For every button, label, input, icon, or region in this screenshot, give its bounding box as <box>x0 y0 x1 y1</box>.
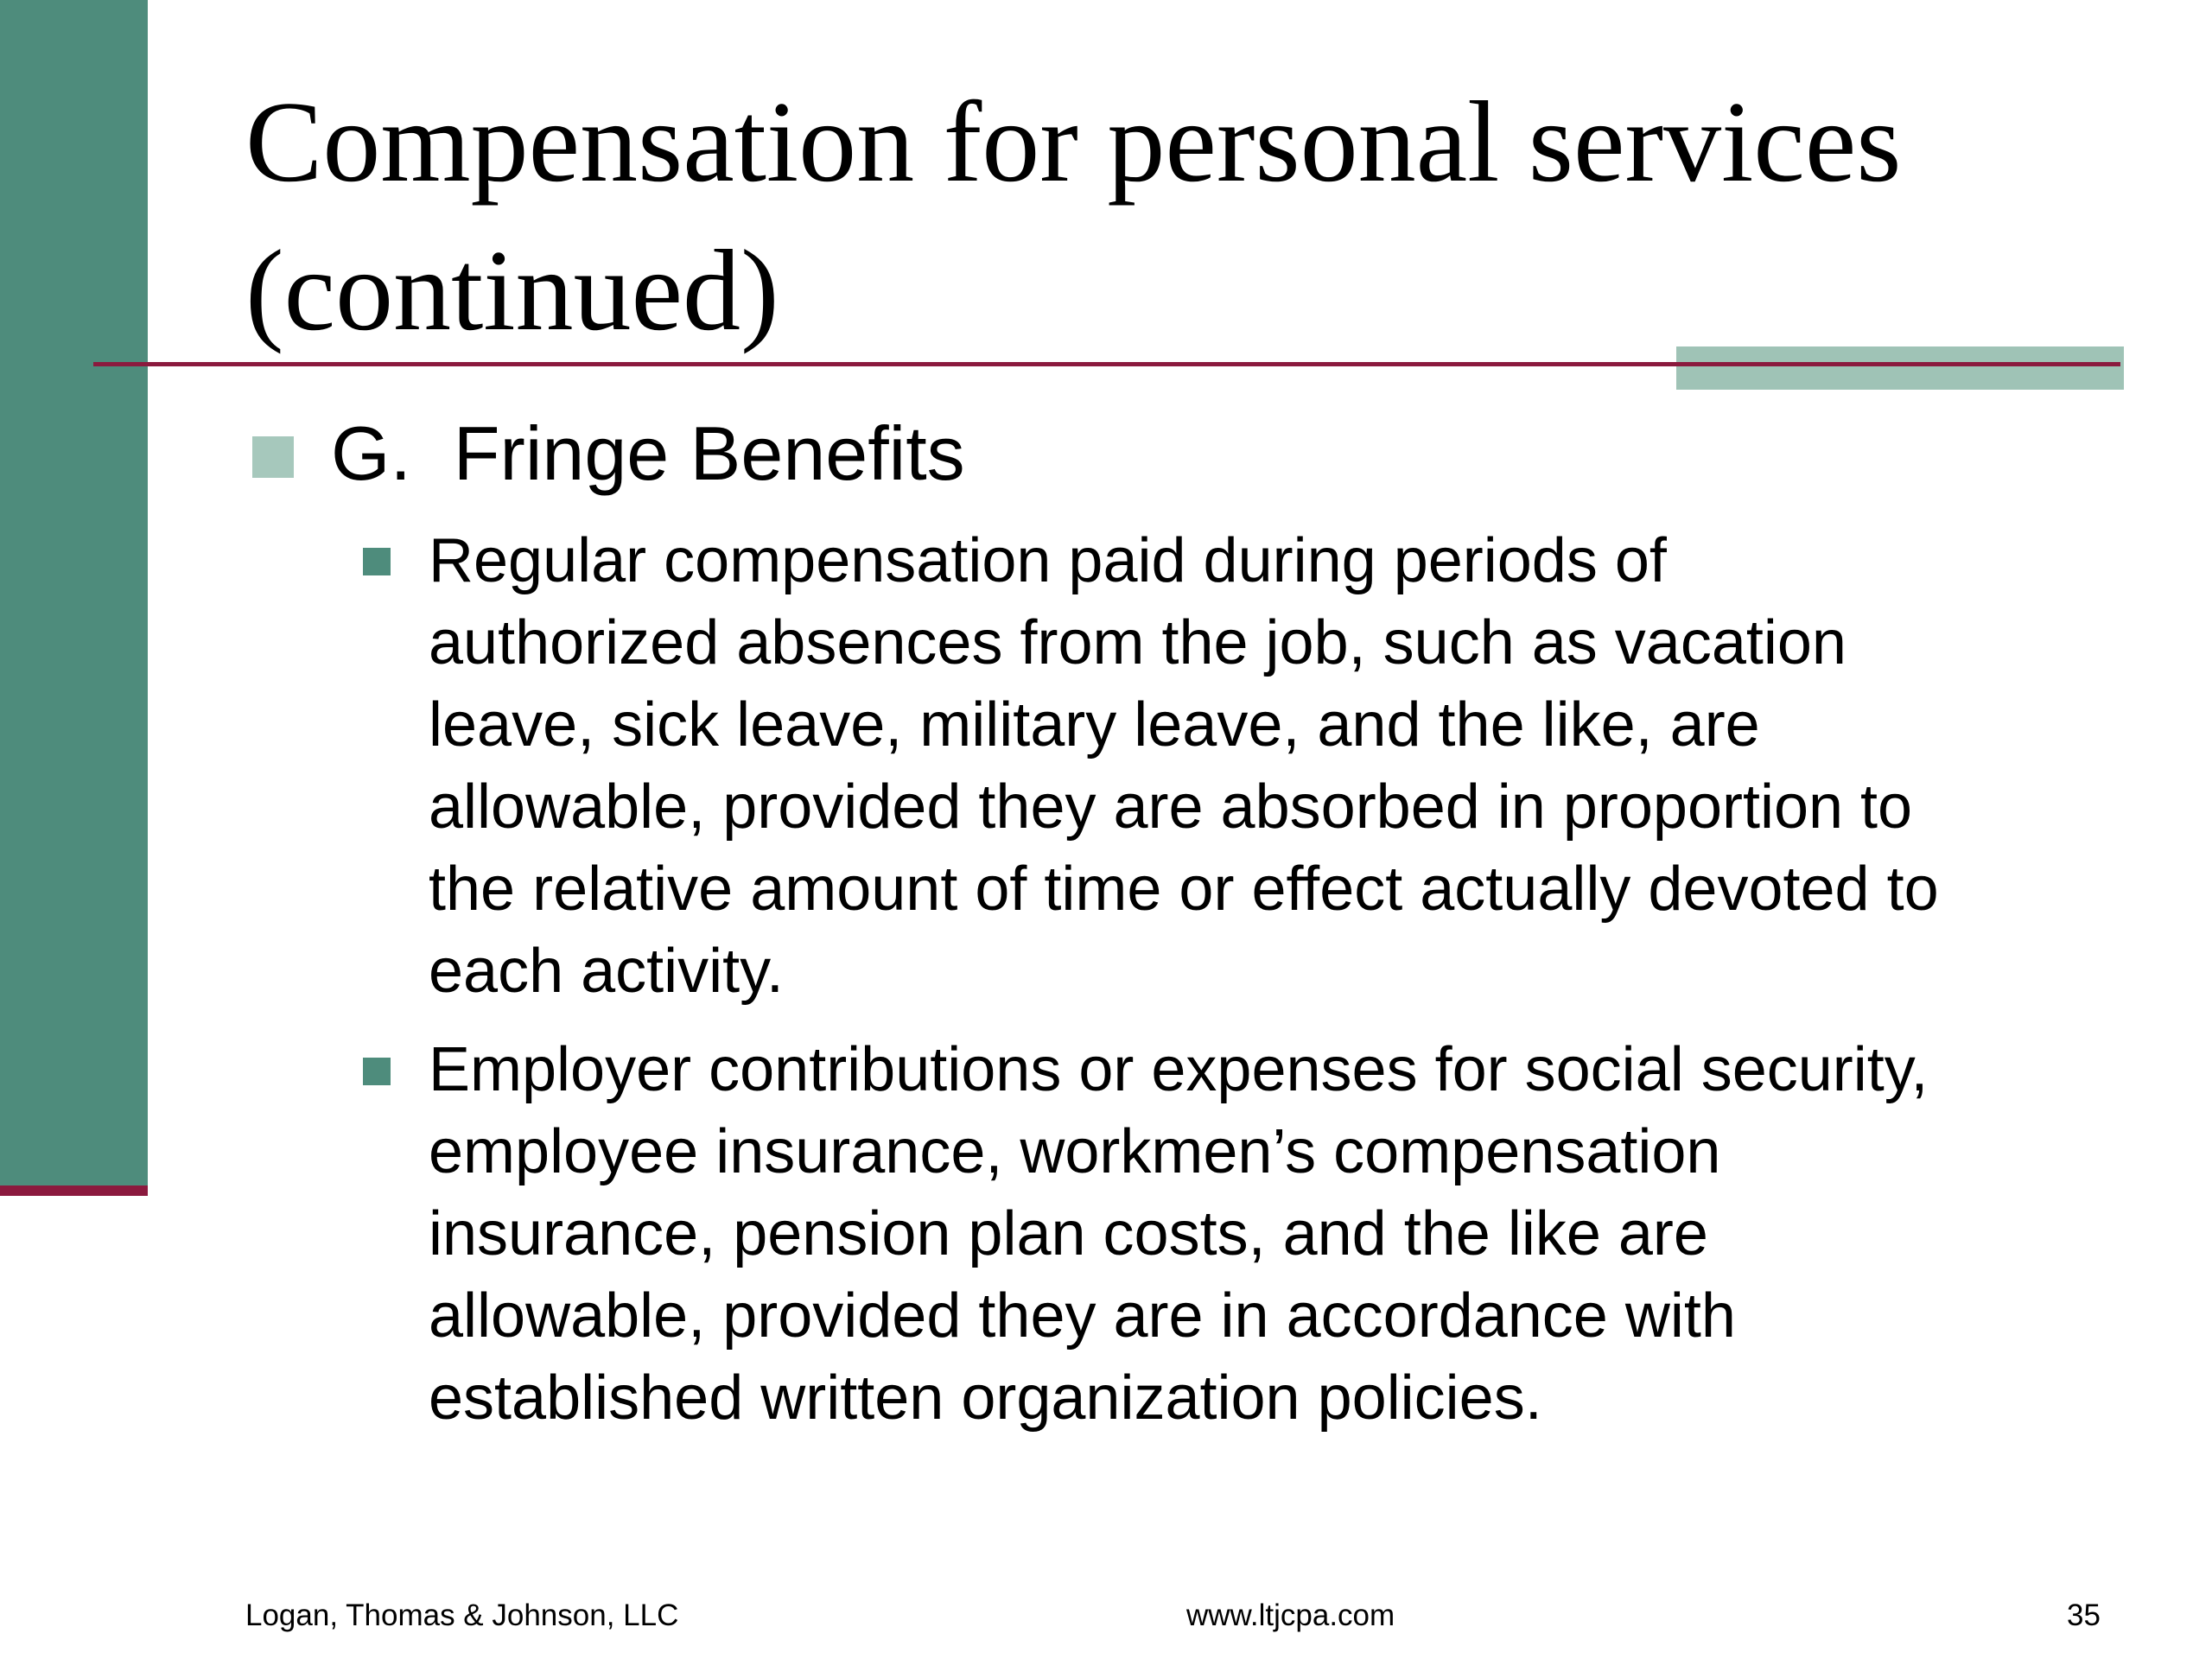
slide-title-line-1: Compensation for personal services <box>245 78 1902 206</box>
slide-title <box>245 67 2146 365</box>
level2-bullet-icon <box>363 1058 391 1085</box>
footer-company: Logan, Thomas & Johnson, LLC <box>245 1599 679 1632</box>
bullet-1-line-6: each activity. <box>429 937 784 1006</box>
bullet-1-line-3: leave, sick leave, military leave, and the like, are <box>429 690 1760 760</box>
bullet-paragraph-employer-contributions <box>429 1029 2148 1440</box>
bullet-2-line-2: employee insurance, workmen’s compensation <box>429 1117 1721 1186</box>
bullet-2-line-4: allowable, provided they are in accordance with <box>429 1281 1736 1351</box>
bullet-1-line-4: allowable, provided they are absorbed in proportion to <box>429 772 1913 842</box>
bullet-1-line-1: Regular compensation paid during periods of <box>429 526 1667 595</box>
left-accent-bar <box>0 0 148 1185</box>
bullet-2-line-1: Employer contributions or expenses for social security, <box>429 1035 1929 1104</box>
level2-bullet-icon <box>363 548 391 575</box>
bullet-2-line-5: established written organization policies. <box>429 1363 1542 1433</box>
bullet-1-line-5: the relative amount of time or effect actually devoted to <box>429 855 1939 924</box>
bullet-1-line-2: authorized absences from the job, such as vacation <box>429 608 1847 677</box>
bullet-2-line-3: insurance, pension plan costs, and the like are <box>429 1199 1708 1268</box>
left-accent-bar-underline <box>0 1185 148 1196</box>
bullet-paragraph-regular-compensation <box>429 520 2148 1013</box>
slide-title-line-2: (continued) <box>245 226 779 354</box>
footer-website: www.ltjcpa.com <box>1186 1599 1395 1632</box>
footer-page-number: 35 <box>2067 1599 2101 1632</box>
title-rule-accent <box>1676 346 2124 390</box>
level1-bullet-icon <box>252 436 294 478</box>
title-divider-rule <box>93 362 2120 366</box>
section-heading: G. Fringe Benefits <box>331 410 965 496</box>
